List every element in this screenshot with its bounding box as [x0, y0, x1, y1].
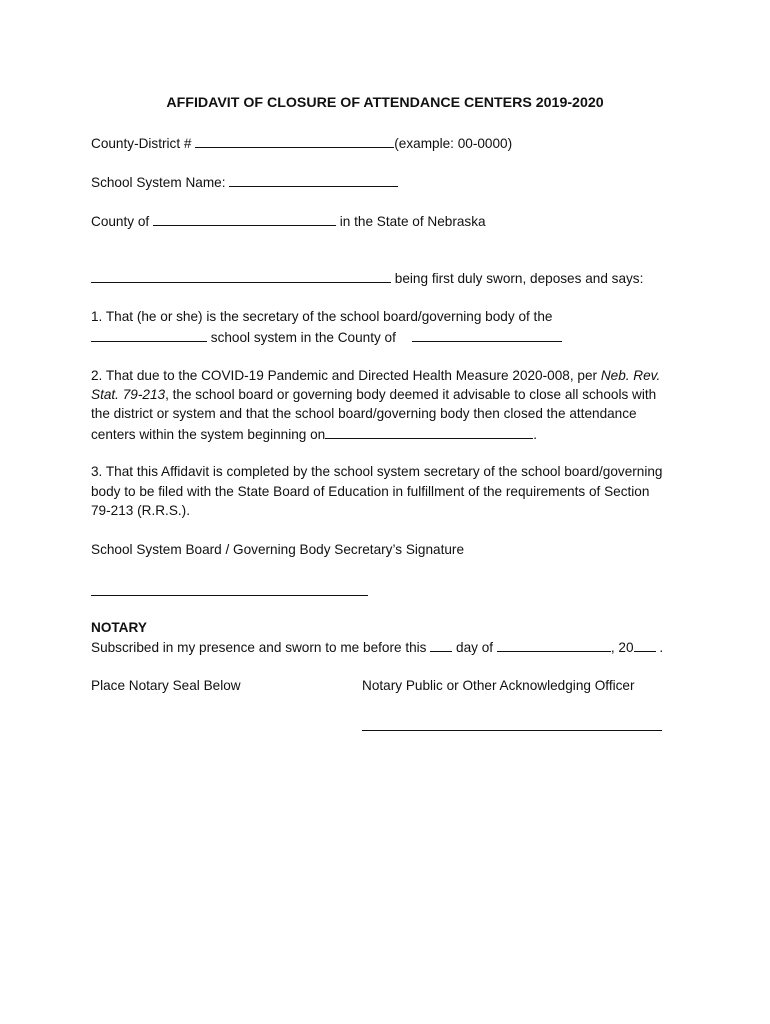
paragraph-2-text: 2. That due to the COVID-19 Pandemic and Directed Health Measure 2020-008, per	[91, 368, 601, 383]
county-district-label: County-District #	[91, 136, 192, 151]
notary-month-field[interactable]	[497, 637, 611, 652]
school-system-name-field[interactable]	[229, 172, 398, 187]
period: .	[533, 427, 538, 442]
school-system-name-label: School System Name:	[91, 175, 226, 190]
notary-heading: NOTARY	[91, 620, 147, 635]
paragraph-3-line-3: 79-213 (R.R.S.).	[91, 503, 190, 518]
paragraph-2-text-end: centers within the system beginning on	[91, 427, 326, 442]
statute-citation-cont: Stat. 79-213	[91, 387, 166, 402]
paragraph-3-line-1: 3. That this Affidavit is completed by the school system secretary of the school board/governing	[91, 464, 663, 479]
paragraph-2-line-3: the district or system and that the school board/governing body then closed the attendance	[91, 406, 637, 421]
notary-labels-row	[91, 676, 691, 696]
notary-day-field[interactable]	[430, 637, 452, 652]
seal-label: Place Notary Seal Below	[91, 678, 241, 693]
paragraph-1-mid-text: school system in the County of	[210, 330, 396, 345]
closure-date-field[interactable]	[325, 424, 533, 439]
notary-subscribed-row	[91, 637, 663, 658]
county-of-field[interactable]	[153, 211, 336, 226]
county-district-example: (example: 00-0000)	[394, 136, 513, 151]
county-of-suffix: in the State of Nebraska	[339, 214, 486, 229]
secretary-signature-field[interactable]	[91, 595, 368, 596]
paragraph-2-line-2	[91, 385, 656, 405]
county-of-row	[91, 211, 486, 232]
officer-label: Notary Public or Other Acknowledging Officer	[362, 678, 635, 693]
notary-period: .	[659, 640, 664, 655]
county-district-field[interactable]	[195, 133, 394, 148]
county-field[interactable]	[412, 327, 562, 342]
paragraph-2-line-1	[91, 366, 660, 386]
notary-signature-field[interactable]	[362, 730, 662, 731]
paragraph-1-line-1: 1. That (he or she) is the secretary of the school board/governing body of the	[91, 309, 553, 324]
notary-subscribed-text: Subscribed in my presence and sworn to me before this	[91, 640, 427, 655]
statute-citation: Neb. Rev.	[600, 368, 661, 383]
county-of-label: County of	[91, 214, 150, 229]
paragraph-2-line-4	[91, 424, 537, 445]
notary-day-label: day of	[456, 640, 494, 655]
county-district-row	[91, 133, 512, 154]
sworn-row	[91, 268, 643, 289]
school-system-name-row	[91, 172, 398, 193]
notary-year-prefix: , 20	[610, 640, 634, 655]
affiant-name-field[interactable]	[91, 268, 391, 283]
document-title: AFFIDAVIT OF CLOSURE OF ATTENDANCE CENTERS 2019-2020	[166, 95, 604, 111]
paragraph-2-text-cont: , the school board or governing body deemed it advisable to close all schools with	[165, 387, 657, 402]
sworn-statement: being first duly sworn, deposes and says:	[394, 271, 644, 286]
school-system-field[interactable]	[91, 327, 207, 342]
signature-label: School System Board / Governing Body Secretary’s Signature	[91, 542, 465, 557]
paragraph-1-line-2	[91, 327, 562, 348]
paragraph-3-line-2: body to be filed with the State Board of Education in fulfillment of the requirements of Section	[91, 484, 650, 499]
notary-year-field[interactable]	[634, 637, 656, 652]
